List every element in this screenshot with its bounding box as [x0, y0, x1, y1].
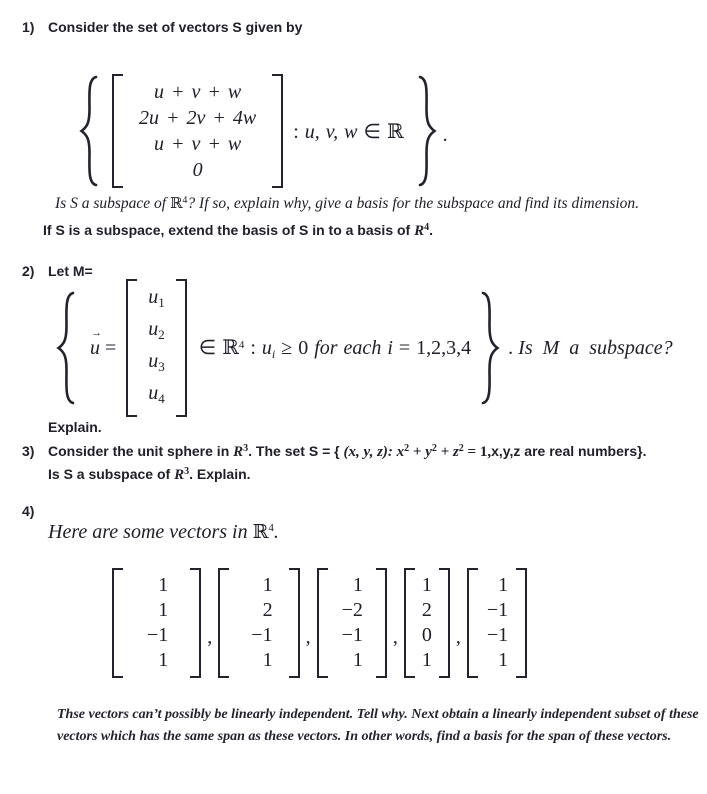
- u-symbol: u: [90, 336, 100, 359]
- intro-period: .: [273, 521, 279, 543]
- vector-u-equals: [90, 326, 117, 360]
- vector-entry: 1: [421, 649, 432, 671]
- u-symbol: u: [148, 350, 159, 372]
- problem-2-explain: Explain.: [48, 419, 102, 435]
- left-curly-brace-icon: [78, 74, 100, 188]
- vector-entry: −1: [341, 624, 363, 646]
- exponent: 4: [238, 338, 245, 351]
- problem-2-header: [22, 261, 93, 281]
- equation-text: + z: [436, 444, 459, 460]
- left-bracket-icon: [218, 568, 229, 678]
- problem-3-text: Consider the unit sphere in: [48, 443, 234, 459]
- exponent: 2: [431, 443, 437, 454]
- for-each-text: for each i: [314, 336, 393, 359]
- vector-entry: 1: [498, 649, 509, 671]
- problem-1-set-equation: [78, 70, 448, 192]
- u-symbol: u: [148, 318, 159, 340]
- column-vector-1: [112, 568, 201, 678]
- exponent: 4: [182, 195, 188, 206]
- left-bracket-icon: [317, 568, 328, 678]
- u-symbol: u: [261, 336, 272, 359]
- vector-entry: −1: [486, 624, 509, 646]
- matrix-entries: [137, 279, 176, 417]
- left-bracket-icon: [404, 568, 415, 678]
- column-vector-matrix: [112, 74, 283, 188]
- problem-1-followup: [43, 218, 433, 241]
- sentence-period: .: [508, 336, 519, 359]
- equals-sign: =: [100, 336, 117, 359]
- matrix-entries: [123, 74, 272, 188]
- matrix-row: u + v + w: [154, 133, 242, 155]
- vector-entries: [229, 568, 288, 678]
- vector-entry: −1: [251, 624, 273, 646]
- equation-text: + y: [409, 444, 432, 460]
- vector-entries: [478, 568, 516, 678]
- problem-1-number: 1): [22, 19, 35, 35]
- vector-entry: 1: [262, 574, 273, 596]
- matrix-row: [148, 284, 165, 316]
- right-bracket-icon: [439, 568, 450, 678]
- element-of-symbol: ∈: [357, 120, 387, 143]
- matrix-row: [148, 348, 165, 380]
- left-bracket-icon: [112, 74, 123, 188]
- matrix-row: [148, 380, 165, 412]
- vector-entry: 0: [421, 624, 432, 646]
- left-curly-brace-icon: [55, 290, 77, 406]
- sphere-equation: [343, 444, 491, 460]
- problem-1-question: [55, 194, 639, 213]
- comma-separator: ,: [305, 625, 311, 648]
- vector-entries: [328, 568, 376, 678]
- question-text: Is S a subspace of: [55, 195, 170, 212]
- problem-4-number: 4): [22, 503, 35, 519]
- problem-3-text: . Explain.: [189, 466, 251, 482]
- subscript: 2: [158, 327, 165, 342]
- matrix-row: u + v + w: [154, 81, 242, 103]
- followup-text: If S is a subspace, extend the basis of S in to a basis of: [43, 222, 415, 238]
- exponent: 3: [243, 443, 249, 454]
- r4-symbol: R: [414, 223, 425, 239]
- problem-3-text: Is S a subspace of: [48, 466, 175, 482]
- matrix-row: 2u + 2v + 4w: [139, 107, 257, 129]
- vector-entry: 1: [158, 649, 169, 671]
- vector-entry: 2: [421, 599, 432, 621]
- r3-symbol: R: [174, 467, 185, 483]
- vector-list: [112, 562, 527, 684]
- vector-entry: 1: [498, 574, 509, 596]
- vector-entry: 2: [262, 599, 273, 621]
- vector-entry: 1: [352, 649, 363, 671]
- exponent: 3: [184, 466, 190, 477]
- comma-separator: ,: [207, 625, 213, 648]
- problem-2-title: Let M=: [48, 263, 93, 279]
- colon: :: [293, 120, 305, 143]
- vector-entry: −1: [147, 624, 169, 646]
- problem-2-set-equation: [55, 288, 673, 408]
- element-of-symbol: ∈: [198, 336, 223, 359]
- vector-u: [90, 326, 101, 360]
- vector-arrow-icon: →: [91, 326, 101, 339]
- matrix-row: 0: [192, 159, 203, 181]
- right-bracket-icon: [272, 74, 283, 188]
- problem-3-line2: [48, 462, 251, 485]
- problem-4-intro: [48, 521, 279, 544]
- vector-entry: 1: [352, 574, 363, 596]
- left-bracket-icon: [126, 279, 137, 417]
- set-condition: [199, 335, 471, 362]
- intro-text: Here are some vectors in: [48, 521, 253, 543]
- condition-variables: u, v, w: [304, 120, 358, 143]
- column-vector-3: [317, 568, 387, 678]
- reals-symbol: ℝ: [252, 521, 269, 543]
- subscript: 3: [158, 359, 165, 374]
- column-vector-5: [467, 568, 527, 678]
- subscript-i: i: [271, 346, 276, 361]
- subscript: 1: [158, 295, 165, 310]
- exponent: 2: [404, 443, 410, 454]
- reals-symbol: ℝ: [169, 194, 183, 212]
- vector-entries: [415, 568, 439, 678]
- vector-entry: −1: [486, 599, 509, 621]
- right-bracket-icon: [516, 568, 527, 678]
- vector-entry: 1: [158, 599, 169, 621]
- comma-separator: ,: [392, 625, 398, 648]
- column-vector-matrix: [126, 279, 187, 417]
- subscript: 4: [158, 391, 165, 406]
- right-bracket-icon: [190, 568, 201, 678]
- problem-2-question: [508, 337, 672, 360]
- geq-zero: ≥ 0: [275, 336, 315, 359]
- matrix-row: [148, 316, 165, 348]
- right-bracket-icon: [376, 568, 387, 678]
- question-text: ? If so, explain why, give a basis for the subspace and find its dimension.: [187, 195, 640, 212]
- r3-symbol: R: [233, 444, 244, 460]
- right-bracket-icon: [176, 279, 187, 417]
- problem-3-header: [22, 439, 646, 462]
- reals-symbol: ℝ: [386, 118, 404, 143]
- followup-period: .: [429, 222, 434, 238]
- vector-entry: 1: [421, 574, 432, 596]
- problem-4-note: Thse vectors can’t possibly be linearly independent. Tell why. Next obtain a linearly independent subset of these vectors which has the same span as these vectors. In other words, find a basis for the span of these vectors.: [57, 707, 699, 744]
- left-bracket-icon: [112, 568, 123, 678]
- exponent: 2: [458, 443, 464, 454]
- vector-entry: 1: [158, 574, 169, 596]
- sentence-period: .: [442, 123, 448, 146]
- vector-entry: 1: [262, 649, 273, 671]
- exponent: 4: [268, 522, 274, 534]
- index-values: = 1,2,3,4: [392, 336, 472, 359]
- right-bracket-icon: [289, 568, 300, 678]
- comma-separator: ,: [455, 625, 461, 648]
- u-symbol: u: [148, 382, 159, 404]
- u-symbol: u: [148, 286, 159, 308]
- column-vector-2: [218, 568, 299, 678]
- reals-symbol: ℝ: [222, 334, 239, 359]
- problem-3-text: . The set S = {: [248, 443, 344, 459]
- column-vector-4: [404, 568, 450, 678]
- set-condition: [293, 119, 403, 144]
- equation-text: (x, y, z): x: [343, 444, 405, 460]
- problem-1-header: [22, 17, 302, 37]
- colon: :: [244, 336, 262, 359]
- problem-3-number: 3): [22, 443, 35, 459]
- is-m-subspace-text: Is M a subspace?: [518, 336, 673, 359]
- problem-3-text: x,y,z are real numbers}.: [491, 443, 647, 459]
- problem-1-title: Consider the set of vectors S given by: [48, 19, 303, 35]
- left-bracket-icon: [467, 568, 478, 678]
- vector-entries: [123, 568, 190, 678]
- vector-entry: −2: [341, 599, 363, 621]
- right-curly-brace-icon: [416, 74, 438, 188]
- exponent: 4: [424, 222, 430, 233]
- right-curly-brace-icon: [479, 290, 501, 406]
- equation-text: = 1,: [463, 444, 492, 460]
- problem-2-number: 2): [22, 263, 35, 279]
